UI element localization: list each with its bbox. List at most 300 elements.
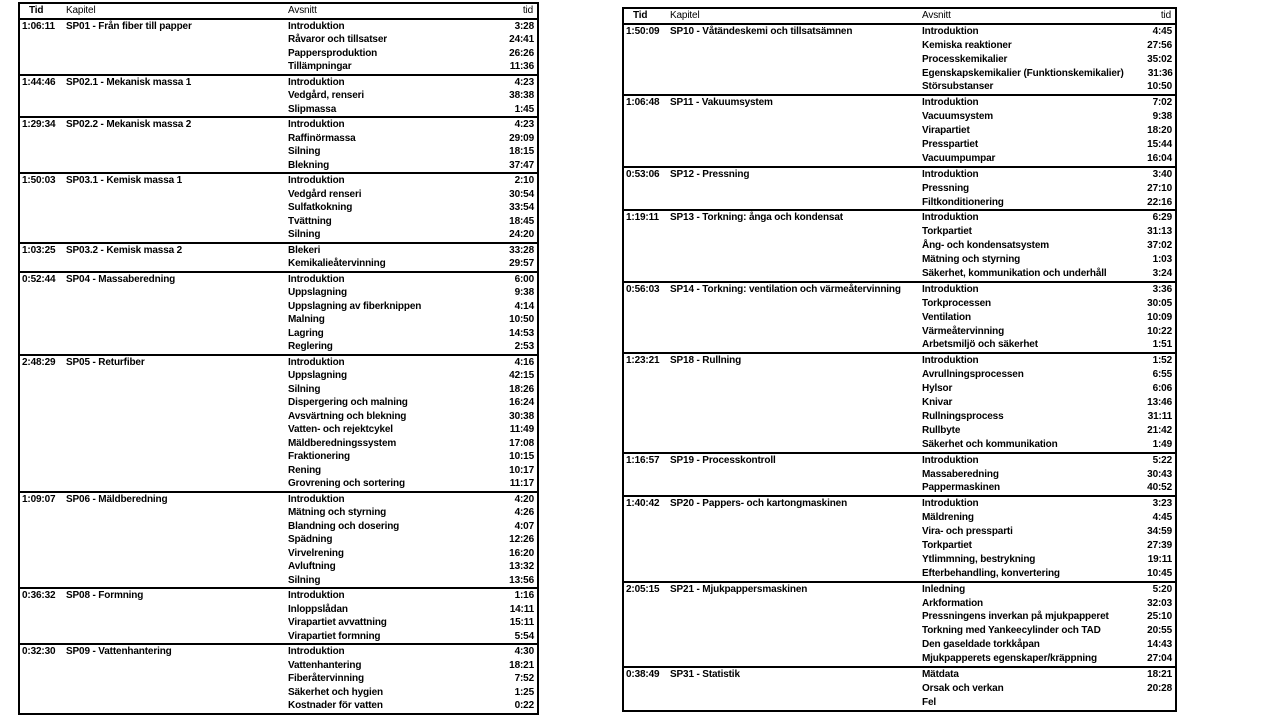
section-title: Orsak och verkan — [922, 682, 1004, 694]
section-time: 13:46 — [1147, 397, 1172, 409]
table-row — [624, 124, 1175, 138]
table-row — [624, 311, 1175, 325]
chapter-total-time — [20, 410, 66, 424]
chapter-total-time — [624, 696, 670, 710]
table-row — [20, 520, 537, 534]
chapter-title — [66, 103, 288, 117]
table-row — [20, 383, 537, 397]
table-row — [20, 574, 537, 588]
chapter-total-time: 1:06:48 — [626, 97, 660, 109]
chapter-title: SP02.1 - Mekanisk massa 1 — [66, 76, 192, 88]
chapter-title — [66, 520, 288, 534]
table-row — [20, 60, 537, 74]
chapter-title — [66, 369, 288, 383]
chapter-title — [66, 313, 288, 327]
section-title: Presspartiet — [922, 139, 979, 151]
section-time: 35:02 — [1147, 53, 1172, 65]
table-row — [624, 511, 1175, 525]
chapter-title: SP31 - Statistik — [670, 668, 740, 680]
chapter-total-time — [624, 410, 670, 424]
section-title: Torkpartiet — [922, 226, 972, 238]
section-title: Torkpartiet — [922, 539, 972, 551]
section-time: 30:54 — [509, 188, 534, 200]
section-time: 18:15 — [509, 146, 534, 157]
chapter-title: SP05 - Returfiber — [66, 356, 145, 368]
section-title: Silning — [288, 383, 321, 395]
section-time: 27:04 — [1147, 653, 1172, 665]
chapter-title — [670, 696, 922, 710]
chapter-title: SP11 - Vakuumsystem — [670, 97, 773, 109]
table-row — [624, 638, 1175, 652]
table-row — [624, 196, 1175, 210]
section-title: Vacuumpumpar — [922, 152, 996, 164]
chapter-title — [66, 560, 288, 574]
chapter-group — [20, 20, 537, 76]
chapter-total-time — [20, 340, 66, 354]
section-title: Hylsor — [922, 383, 953, 395]
section-time: 18:21 — [509, 659, 534, 671]
chapter-total-time: 0:52:44 — [22, 273, 56, 285]
chapter-total-time — [624, 682, 670, 696]
section-time: 18:45 — [509, 215, 534, 227]
section-title: Tillämpningar — [288, 61, 352, 72]
chapter-total-time — [20, 520, 66, 534]
chapter-title — [66, 659, 288, 673]
table-row — [624, 138, 1175, 152]
chapter-title — [66, 132, 288, 146]
chapter-title — [670, 138, 922, 152]
section-title: Fel — [922, 696, 936, 708]
section-title: Raffinörmassa — [288, 132, 356, 144]
table-row — [20, 437, 537, 451]
chapter-total-time: 1:40:42 — [626, 498, 660, 510]
section-time: 10:22 — [1147, 325, 1172, 337]
table-row — [20, 369, 537, 383]
chapter-total-time — [624, 325, 670, 339]
section-time: 4:45 — [1152, 25, 1172, 37]
header-total-time: Tid — [29, 5, 44, 16]
section-time: 13:32 — [509, 561, 534, 572]
section-time: 37:47 — [509, 159, 534, 171]
chapter-total-time — [624, 267, 670, 281]
chapter-total-time: 1:19:11 — [626, 212, 659, 224]
section-title: Pappersproduktion — [288, 47, 378, 59]
chapter-title — [670, 39, 922, 53]
chapter-group — [20, 493, 537, 590]
table-row — [20, 396, 537, 410]
table-row — [20, 464, 537, 478]
section-title: Slipmassa — [288, 103, 337, 115]
section-title: Kemikalieåtervinning — [288, 258, 386, 269]
table-row — [20, 616, 537, 630]
chapter-title — [66, 603, 288, 617]
section-time: 22:16 — [1147, 196, 1172, 208]
table-row — [20, 672, 537, 686]
chapter-title — [66, 300, 288, 314]
chapter-total-time: 1:50:09 — [626, 25, 660, 37]
chapter-total-time — [624, 438, 670, 452]
chapter-title — [670, 438, 922, 452]
section-title: Introduktion — [288, 356, 345, 368]
section-time: 10:17 — [509, 464, 534, 476]
section-title: Spädning — [288, 534, 333, 545]
table-row — [20, 188, 537, 202]
section-title: Introduktion — [922, 355, 979, 367]
chapter-title: SP06 - Mäldberedning — [66, 493, 168, 505]
chapter-title — [670, 652, 922, 666]
chapter-total-time — [624, 196, 670, 210]
chapter-group — [20, 244, 537, 273]
chapter-title — [66, 396, 288, 410]
chapter-title — [670, 182, 922, 196]
section-title: Introduktion — [922, 25, 979, 37]
section-time: 6:06 — [1152, 383, 1172, 395]
table-row — [624, 481, 1175, 495]
chapter-total-time — [624, 39, 670, 53]
table-row — [20, 89, 537, 103]
table-row — [20, 589, 537, 603]
table-row — [624, 368, 1175, 382]
chapter-total-time — [624, 597, 670, 611]
section-time: 14:53 — [509, 327, 534, 339]
table-row — [624, 283, 1175, 297]
chapter-total-time — [624, 138, 670, 152]
chapter-title — [670, 553, 922, 567]
chapter-group — [20, 589, 537, 645]
chapter-total-time — [20, 423, 66, 437]
chapter-total-time — [20, 396, 66, 410]
table-row — [20, 20, 537, 34]
section-time: 4:14 — [514, 300, 534, 312]
chapter-total-time — [624, 239, 670, 253]
chapter-title — [670, 196, 922, 210]
table-body — [624, 25, 1175, 710]
section-title: Blekning — [288, 159, 330, 171]
section-title: Introduktion — [922, 454, 979, 466]
table-row — [624, 96, 1175, 110]
chapter-group — [20, 174, 537, 244]
section-title: Vira- och pressparti — [922, 526, 1013, 538]
chapter-title — [670, 610, 922, 624]
section-title: Introduktion — [288, 175, 345, 186]
chapter-total-time — [20, 132, 66, 146]
table-row — [624, 253, 1175, 267]
chapter-title — [66, 686, 288, 700]
chapter-total-time: 1:06:11 — [22, 20, 55, 32]
chapter-total-time — [624, 539, 670, 553]
section-title: Lagring — [288, 327, 324, 339]
section-time: 4:26 — [514, 507, 534, 518]
chapter-total-time — [624, 525, 670, 539]
section-title: Kemiska reaktioner — [922, 39, 1012, 51]
table-row — [624, 396, 1175, 410]
chapter-title: SP03.2 - Kemisk massa 2 — [66, 244, 183, 256]
section-title: Tvättning — [288, 215, 332, 227]
section-time: 10:09 — [1147, 311, 1172, 323]
section-title: Ytlimmning, bestrykning — [922, 553, 1036, 565]
table-row — [624, 682, 1175, 696]
table-row — [624, 438, 1175, 452]
section-title: Ång- och kondensatsystem — [922, 240, 1049, 252]
section-title: Egenskapskemikalier (Funktionskemikalier) — [922, 67, 1124, 79]
chapter-title — [670, 410, 922, 424]
table-row — [20, 103, 537, 117]
section-time: 1:25 — [514, 686, 534, 698]
chapter-title — [670, 239, 922, 253]
section-title: Filtkonditionering — [922, 196, 1004, 208]
chapter-title — [670, 525, 922, 539]
section-title: Råvaror och tillsatser — [288, 34, 387, 45]
chapter-total-time — [624, 253, 670, 267]
header-section: Avsnitt — [288, 5, 317, 16]
chapter-title — [670, 110, 922, 124]
chapter-total-time — [20, 188, 66, 202]
chapter-title — [66, 215, 288, 229]
chapter-total-time — [624, 152, 670, 166]
chapter-total-time — [624, 567, 670, 581]
section-title: Introduktion — [288, 119, 345, 130]
chapter-total-time — [624, 368, 670, 382]
section-time: 3:24 — [1152, 268, 1172, 280]
chapter-total-time — [20, 228, 66, 242]
table-row — [20, 603, 537, 617]
chapter-title — [66, 574, 288, 588]
chapter-group — [624, 211, 1175, 282]
chapter-total-time: 1:03:25 — [22, 244, 56, 256]
section-title: Processkemikalier — [922, 53, 1008, 65]
section-time: 15:44 — [1147, 139, 1172, 151]
chapter-total-time — [20, 686, 66, 700]
chapter-total-time — [20, 699, 66, 713]
section-time: 20:55 — [1147, 625, 1172, 637]
header-section-time: tid — [1160, 10, 1171, 21]
section-time: 24:41 — [509, 34, 534, 45]
section-time: 4:23 — [514, 119, 534, 130]
table-row — [20, 645, 537, 659]
chapter-group — [624, 168, 1175, 212]
section-time: 10:50 — [1147, 81, 1172, 93]
section-title: Inledning — [922, 583, 966, 595]
chapter-title — [670, 382, 922, 396]
table-row — [624, 610, 1175, 624]
section-time: 3:36 — [1152, 283, 1172, 295]
section-time: 12:26 — [509, 534, 534, 545]
section-title: Pappermaskinen — [922, 482, 1000, 494]
chapter-total-time: 1:23:21 — [626, 355, 660, 367]
section-time: 31:13 — [1147, 226, 1172, 238]
chapter-total-time — [20, 159, 66, 173]
section-time: 30:43 — [1147, 468, 1172, 480]
chapter-total-time: 1:16:57 — [626, 454, 660, 466]
chapter-title — [670, 253, 922, 267]
table-row — [20, 699, 537, 713]
chapter-total-time — [20, 201, 66, 215]
chapter-title — [66, 228, 288, 242]
section-time: 6:55 — [1152, 369, 1172, 381]
section-time: 4:30 — [514, 646, 534, 657]
course-table-left — [18, 2, 539, 715]
table-row — [20, 273, 537, 287]
section-time: 32:03 — [1147, 597, 1172, 609]
section-time: 5:54 — [514, 630, 534, 642]
chapter-total-time: 0:38:49 — [626, 668, 660, 680]
chapter-title — [66, 188, 288, 202]
section-time: 0:22 — [514, 700, 534, 711]
section-time: 17:08 — [509, 437, 534, 449]
chapter-title — [670, 80, 922, 94]
section-title: Malning — [288, 314, 325, 325]
chapter-total-time — [624, 80, 670, 94]
chapter-title — [66, 327, 288, 341]
chapter-title — [66, 423, 288, 437]
section-title: Introduktion — [922, 97, 979, 109]
section-time: 3:40 — [1152, 168, 1172, 180]
chapter-total-time — [20, 477, 66, 491]
chapter-title — [670, 67, 922, 81]
table-row — [20, 423, 537, 437]
header-section-time: tid — [522, 5, 533, 16]
section-time: 30:38 — [509, 410, 534, 422]
section-time: 19:11 — [1147, 553, 1172, 565]
section-title: Vedgård, renseri — [288, 90, 364, 101]
chapter-total-time — [20, 383, 66, 397]
table-row — [20, 228, 537, 242]
section-title: Ventilation — [922, 311, 971, 323]
chapter-title: SP18 - Rullning — [670, 355, 742, 367]
chapter-title: SP19 - Processkontroll — [670, 454, 776, 466]
chapter-total-time: 0:53:06 — [626, 168, 660, 180]
chapter-total-time: 1:09:07 — [22, 493, 56, 505]
table-row — [20, 477, 537, 491]
chapter-group — [624, 668, 1175, 710]
table-row — [624, 624, 1175, 638]
chapter-title — [670, 297, 922, 311]
chapter-title — [66, 145, 288, 159]
table-row — [20, 410, 537, 424]
section-title: Rening — [288, 464, 321, 476]
table-row — [624, 553, 1175, 567]
chapter-title — [670, 338, 922, 352]
chapter-title — [670, 267, 922, 281]
chapter-title — [670, 567, 922, 581]
section-time: 4:23 — [514, 76, 534, 88]
chapter-group — [624, 583, 1175, 668]
section-title: Torkprocessen — [922, 297, 992, 309]
chapter-total-time — [20, 145, 66, 159]
chapter-group — [624, 25, 1175, 96]
section-title: Silning — [288, 146, 321, 157]
chapter-title — [66, 60, 288, 74]
chapter-title — [66, 257, 288, 271]
table-row — [624, 110, 1175, 124]
section-time: 7:52 — [514, 673, 534, 684]
section-time: 1:16 — [514, 590, 534, 601]
section-title: Torkning med Yankeecylinder och TAD — [922, 625, 1101, 637]
table-row — [624, 583, 1175, 597]
table-row — [20, 145, 537, 159]
section-title: Mjukpapperets egenskaper/kräppning — [922, 653, 1097, 665]
section-time: 4:45 — [1152, 512, 1172, 524]
chapter-group — [20, 356, 537, 493]
chapter-total-time — [624, 67, 670, 81]
section-time: 38:38 — [509, 90, 534, 101]
table-row — [20, 560, 537, 574]
table-row — [20, 547, 537, 561]
header-section: Avsnitt — [922, 10, 951, 21]
chapter-title — [66, 616, 288, 630]
section-time: 10:45 — [1147, 567, 1172, 579]
section-time: 10:15 — [509, 451, 534, 462]
table-row — [20, 132, 537, 146]
section-time: 10:50 — [509, 314, 534, 325]
chapter-total-time — [20, 506, 66, 520]
chapter-group — [20, 76, 537, 119]
chapter-group — [624, 354, 1175, 453]
section-title: Värmeåtervinning — [922, 325, 1005, 337]
table-row — [624, 410, 1175, 424]
section-title: Uppslagning av fiberknippen — [288, 300, 422, 312]
section-time: 18:21 — [1147, 668, 1172, 680]
section-title: Grovrening och sortering — [288, 478, 405, 489]
section-time: 13:56 — [509, 574, 534, 586]
chapter-group — [20, 273, 537, 356]
table-row — [20, 118, 537, 132]
chapter-total-time — [20, 89, 66, 103]
chapter-title — [66, 450, 288, 464]
chapter-title — [670, 311, 922, 325]
section-time: 31:36 — [1147, 67, 1173, 79]
section-time: 40:52 — [1147, 482, 1172, 494]
chapter-total-time — [624, 424, 670, 438]
section-time: 7:02 — [1152, 97, 1172, 109]
chapter-title — [66, 159, 288, 173]
section-time: 1:51 — [1152, 339, 1172, 351]
chapter-title — [670, 124, 922, 138]
table-row — [624, 354, 1175, 368]
chapter-title — [670, 225, 922, 239]
table-row — [624, 539, 1175, 553]
chapter-total-time — [20, 672, 66, 686]
chapter-total-time — [20, 257, 66, 271]
section-title: Pressning — [922, 182, 969, 194]
chapter-title — [66, 410, 288, 424]
section-time: 31:11 — [1147, 410, 1172, 422]
section-title: Vatten- och rejektcykel — [288, 424, 393, 435]
chapter-total-time — [624, 468, 670, 482]
chapter-title: SP14 - Torkning: ventilation och värmeåtervinning — [670, 283, 901, 295]
section-title: Introduktion — [288, 76, 345, 88]
chapter-title — [66, 699, 288, 713]
chapter-total-time — [20, 369, 66, 383]
section-time: 15:11 — [509, 617, 534, 628]
chapter-total-time — [20, 215, 66, 229]
section-title: Vattenhantering — [288, 659, 362, 671]
chapter-title — [670, 152, 922, 166]
chapter-title: SP09 - Vattenhantering — [66, 646, 172, 657]
section-time: 26:26 — [509, 47, 534, 59]
table-row — [20, 327, 537, 341]
section-title: Arkformation — [922, 597, 983, 609]
header-chapter: Kapitel — [66, 5, 96, 16]
chapter-title — [670, 468, 922, 482]
section-title: Mätdata — [922, 668, 959, 680]
section-title: Vacuumsystem — [922, 111, 994, 123]
section-time: 6:29 — [1152, 212, 1172, 224]
chapter-total-time — [20, 574, 66, 588]
section-title: Säkerhet, kommunikation och underhåll — [922, 268, 1107, 280]
section-title: Introduktion — [922, 498, 979, 510]
chapter-total-time — [624, 110, 670, 124]
